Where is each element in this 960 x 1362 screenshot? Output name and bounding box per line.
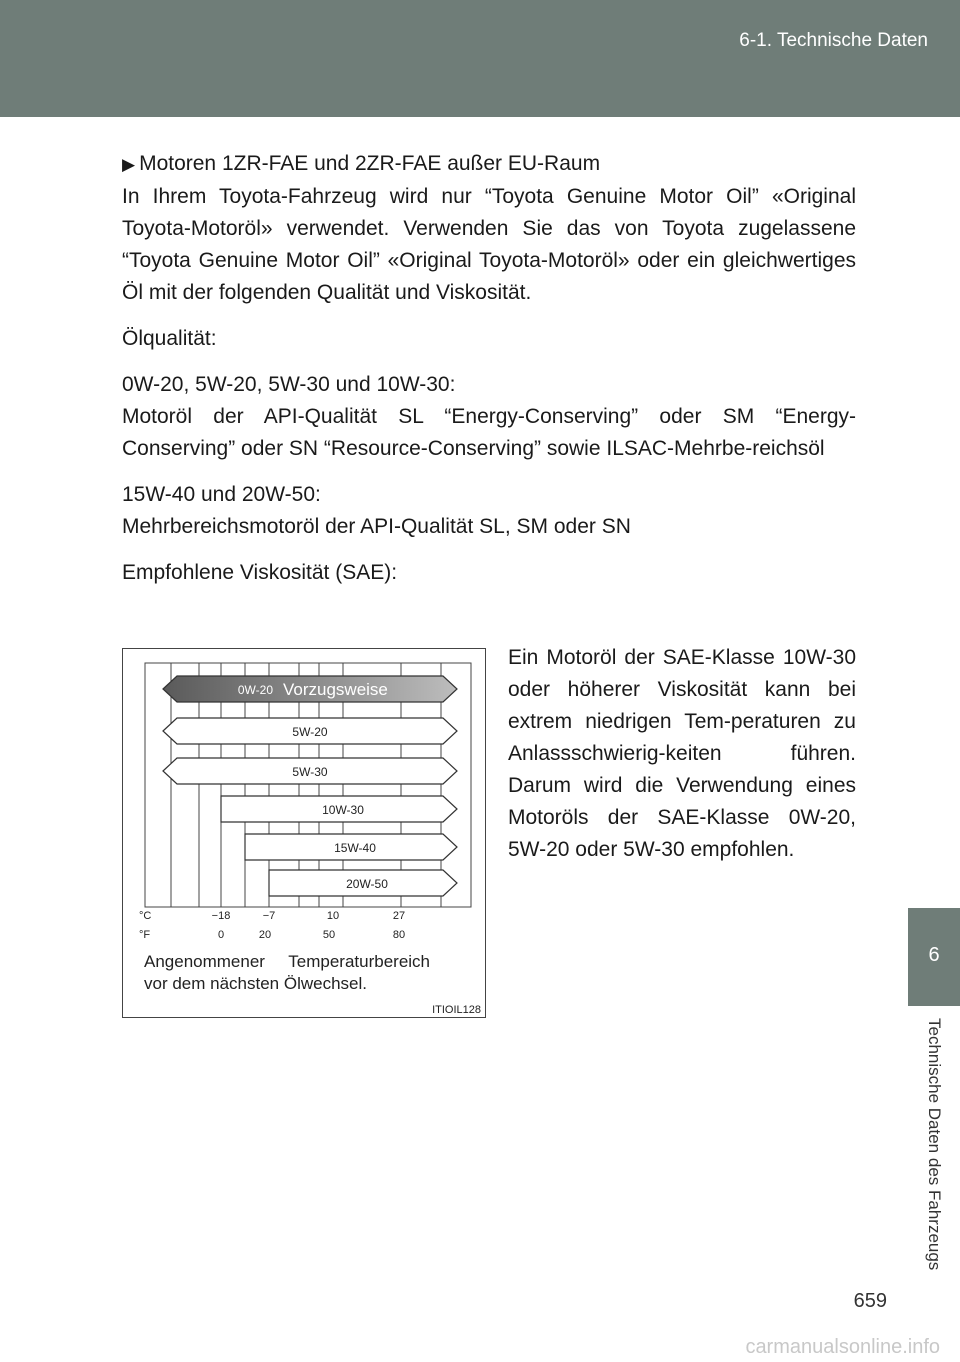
paragraph-viscosity: Empfohlene Viskosität (SAE): xyxy=(122,561,398,584)
fahrenheit-unit: °F xyxy=(139,929,151,941)
celsius-tick: 10 xyxy=(326,910,340,922)
paragraph-grades-a: 0W-20, 5W-20, 5W-30 und 10W-30: xyxy=(122,373,456,396)
temperature-axis xyxy=(139,910,405,941)
fahrenheit-tick: 50 xyxy=(322,929,336,941)
fahrenheit-tick: 80 xyxy=(392,929,406,941)
bar-label-0w-20: 0W-20 xyxy=(237,683,273,697)
caption-line-2: vor dem nächsten Ölwechsel. xyxy=(144,974,367,993)
page-header xyxy=(0,0,960,117)
paragraph-api-b: Mehrbereichsmotoröl der API-Qualität SL, SM oder SN xyxy=(122,515,631,538)
section-title: 6-1. Technische Daten xyxy=(739,30,928,51)
paragraph-oil-quality: Ölqualität: xyxy=(122,327,217,350)
caption-line-1: Angenommener Temperaturbereich xyxy=(144,952,431,971)
bar-label-20w-50: 20W-50 xyxy=(346,877,388,891)
fahrenheit-tick: 20 xyxy=(258,929,272,941)
page-number: 659 xyxy=(853,1290,887,1312)
chapter-tab xyxy=(908,908,960,1006)
viscosity-chart xyxy=(123,649,487,1019)
oil-bars xyxy=(163,676,457,896)
fahrenheit-tick: 0 xyxy=(217,929,225,941)
bar-label-5w-20: 5W-20 xyxy=(292,725,328,739)
bar-label-10w-30: 10W-30 xyxy=(322,803,364,817)
celsius-unit: °C xyxy=(139,910,152,922)
paragraph-intro: In Ihrem Toyota-Fahrzeug wird nur “Toyota Genuine Motor Oil” «Original Toyota-Motoröl» verwendet. Verwenden Sie das von Toyota zugelassene “Toyota Genuine Motor Oil” «Original Toyota-Motoröl» oder ein gleichwertiges Öl mit der folgenden Qualität und Viskosität. xyxy=(122,185,856,304)
celsius-tick: 27 xyxy=(392,910,406,922)
subheading xyxy=(122,148,856,181)
subheading-text: Motoren 1ZR-FAE und 2ZR-FAE außer EU-Raum xyxy=(139,152,601,175)
triangle-bullet-icon: ▶ xyxy=(122,155,136,174)
paragraph-api-a: Motoröl der API-Qualität SL “Energy-Conserving” oder SM “Energy-Conserving” oder SN “Resource-Conserving” sowie ILSAC-Mehrbe-reichsöl xyxy=(122,405,856,460)
figure-code: ITIOIL128 xyxy=(432,1004,481,1016)
preferred-label: Vorzugsweise xyxy=(283,680,388,699)
bar-label-15w-40: 15W-40 xyxy=(334,841,376,855)
celsius-tick: −18 xyxy=(211,910,231,922)
watermark: carmanualsonline.info xyxy=(745,1336,940,1358)
celsius-tick: −7 xyxy=(262,910,276,922)
paragraph-grades-b: 15W-40 und 20W-50: xyxy=(122,483,321,506)
body-text xyxy=(122,148,856,589)
chapter-label xyxy=(920,1018,948,1283)
viscosity-figure xyxy=(122,648,486,1018)
chapter-number: 6 xyxy=(928,944,940,966)
chapter-title: Technische Daten des Fahrzeugs xyxy=(925,1018,944,1271)
side-paragraph: Ein Motoröl der SAE-Klasse 10W-30 oder höherer Viskosität kann bei extrem niedrigen Tem-peraturen zu Anlassschwierig-keiten führen. Darum wird die Verwendung eines Motoröls der SAE-Klasse 0W-20, 5W-20 oder 5W-30 empfohlen. xyxy=(508,646,856,861)
bar-label-5w-30: 5W-30 xyxy=(292,765,328,779)
